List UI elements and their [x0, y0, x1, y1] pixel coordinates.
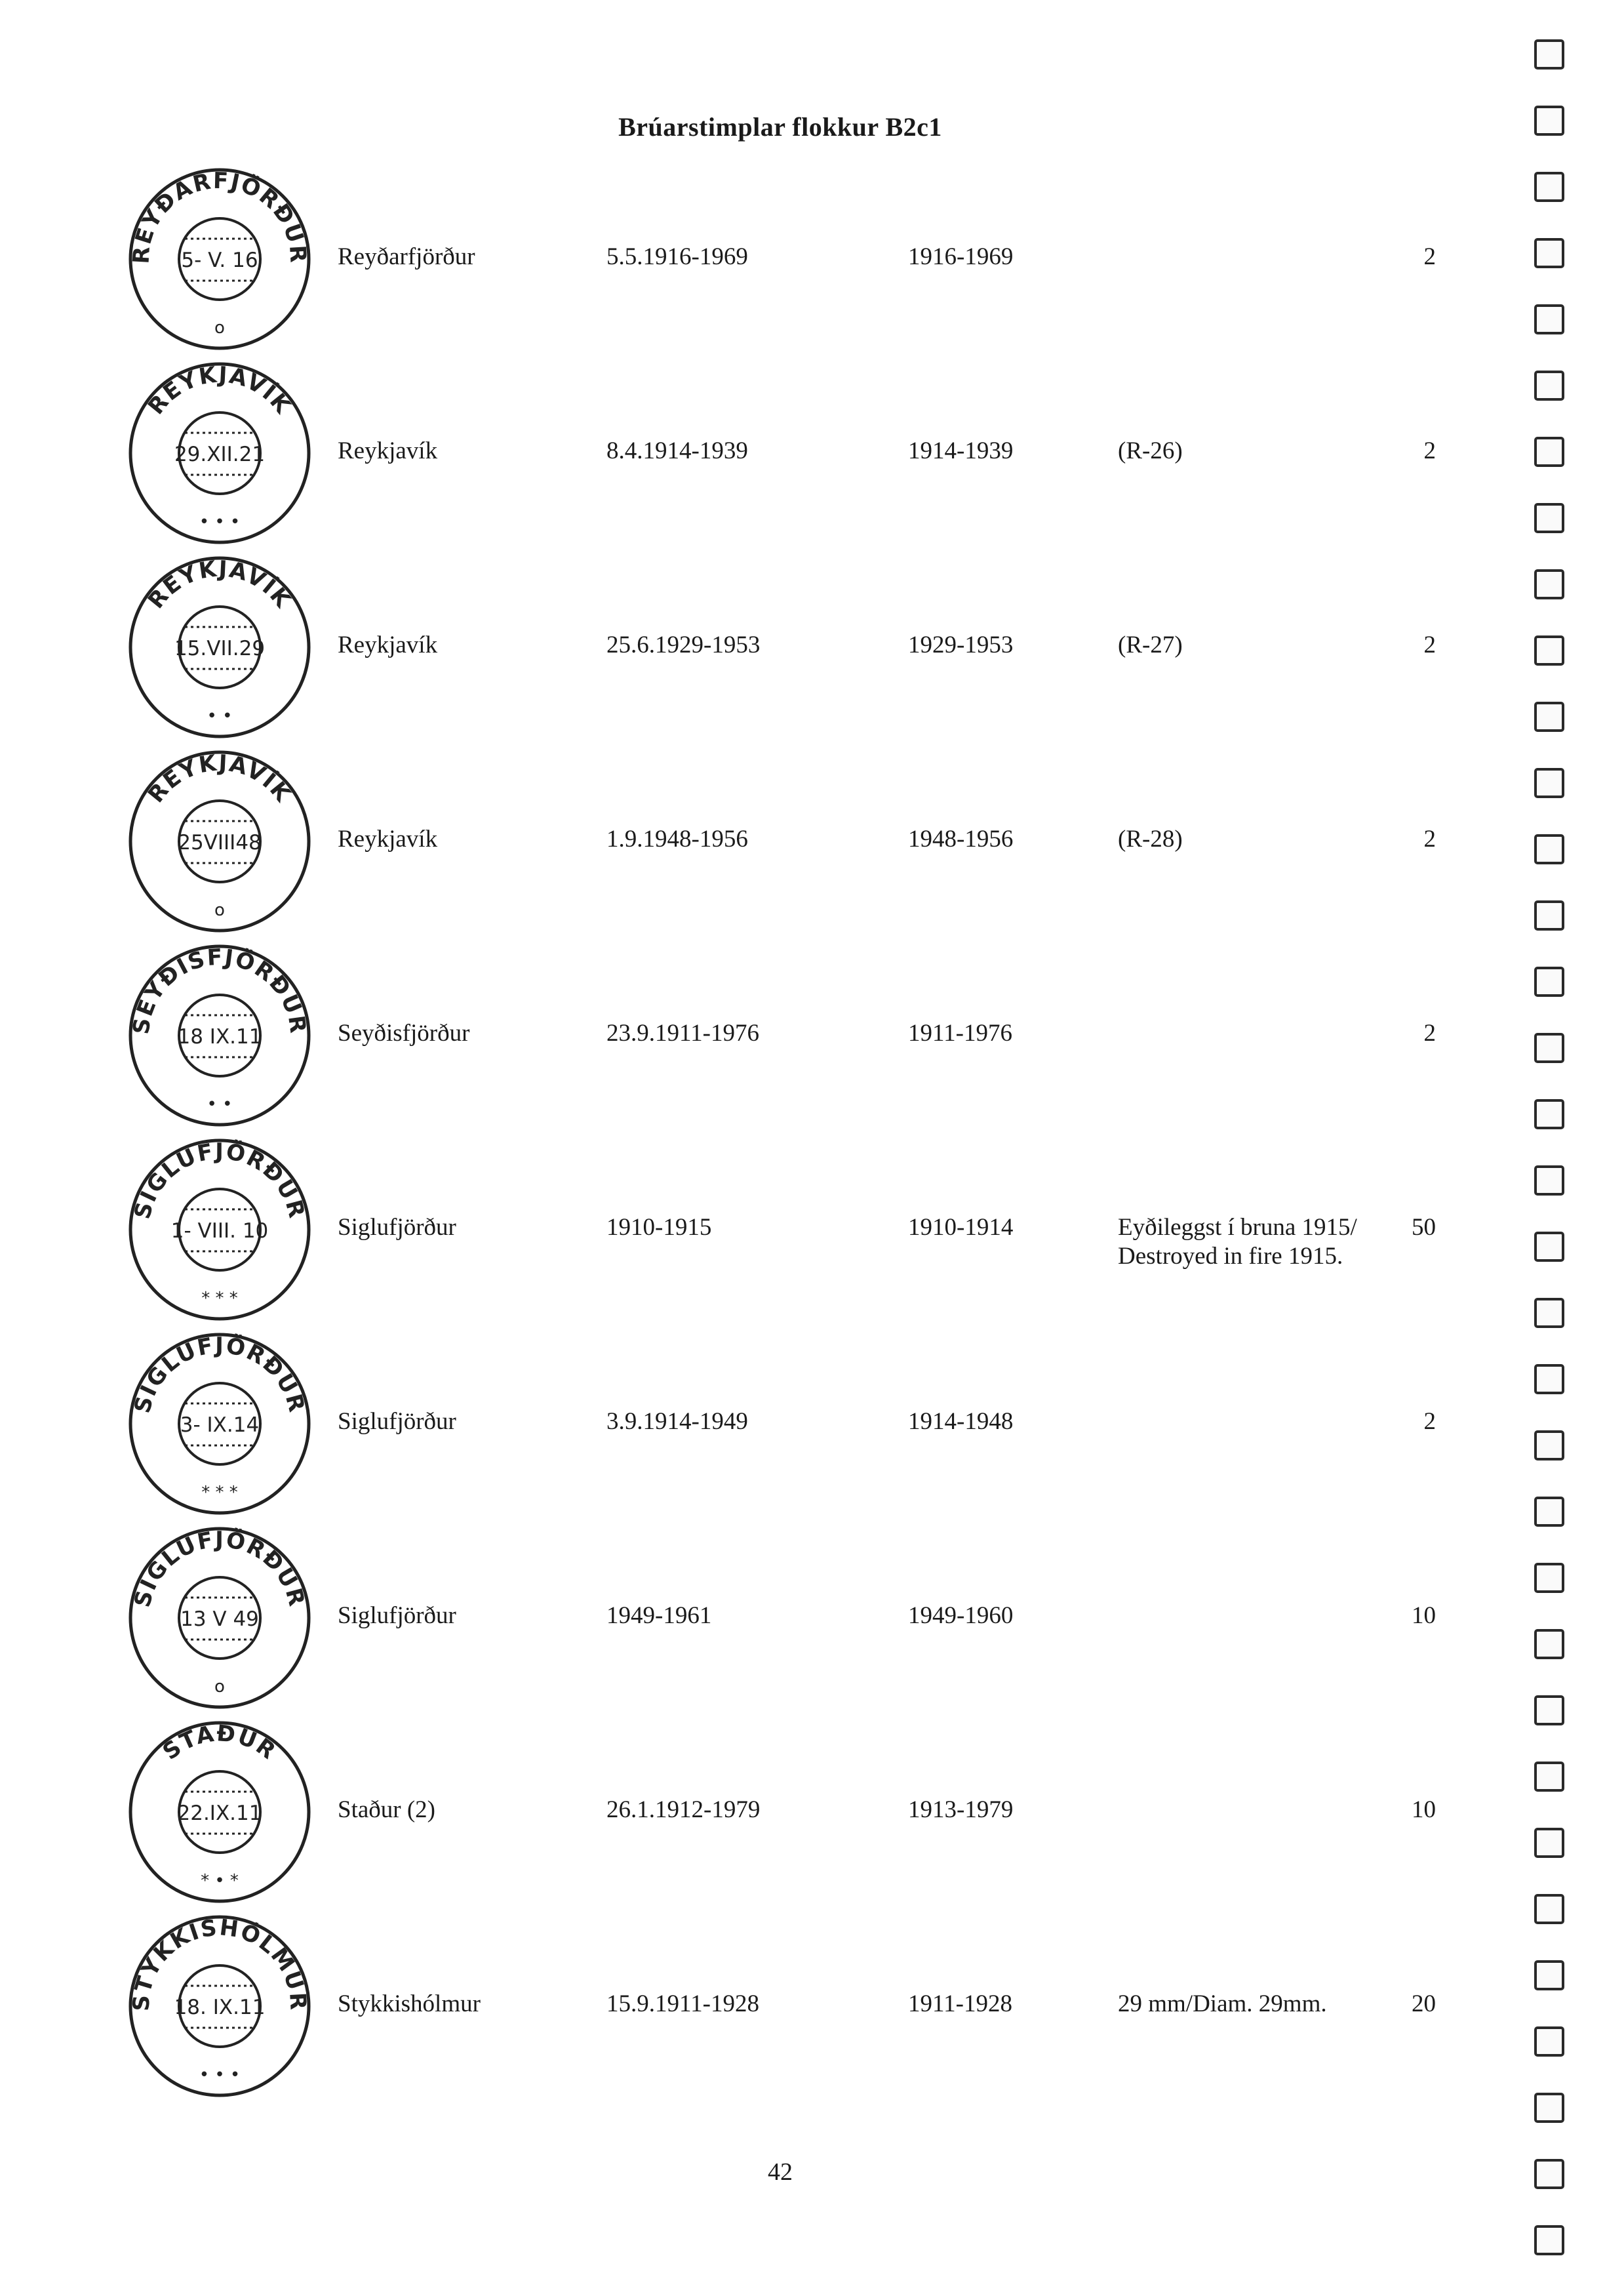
stamp-date-text: 13 V 49	[180, 1607, 259, 1631]
remarks-line-1: (R-28)	[1118, 826, 1183, 853]
binder-hole	[1534, 172, 1564, 202]
binder-hole	[1534, 1828, 1564, 1858]
recorded-usage: 1914-1948	[908, 1408, 1014, 1435]
postmark-stamp-image	[125, 164, 315, 354]
place-name: Reykjavík	[338, 826, 438, 853]
svg-text:SIGLUFJÖRÐUR	[129, 1138, 310, 1222]
stamp-arc-text: REYÐARFJÖRÐUR	[128, 167, 311, 265]
stamp-bottom-ornament: * • *	[201, 1871, 239, 1891]
stamp-bottom-ornament: * * *	[201, 1483, 238, 1502]
binder-hole	[1534, 967, 1564, 997]
remarks-line-2: Destroyed in fire 1915.	[1118, 1243, 1343, 1270]
postmark-stamp-image	[125, 940, 315, 1131]
period-of-use: 15.9.1911-1928	[606, 1990, 759, 2017]
binder-hole	[1534, 1298, 1564, 1328]
stamp-bottom-ornament: o	[214, 900, 225, 920]
rarity-value: 2	[1423, 826, 1436, 853]
page-title: Brúarstimplar flokkur B2c1	[618, 112, 942, 142]
remarks-line-1: 29 mm/Diam. 29mm.	[1118, 1990, 1327, 2017]
binder-hole	[1534, 1033, 1564, 1063]
stamp-date-text: 18 IX.11	[177, 1025, 262, 1049]
remarks-line-1: (R-27)	[1118, 632, 1183, 658]
stamp-date-text: 25VIII48	[178, 831, 262, 855]
recorded-usage: 1948-1956	[908, 826, 1014, 853]
binder-hole	[1534, 834, 1564, 864]
table-row	[0, 1911, 1508, 2101]
stamp-arc-text: STAÐUR	[157, 1720, 281, 1765]
binder-hole	[1534, 1099, 1564, 1129]
postmark-stamp-image	[125, 552, 315, 742]
binder-hole	[1534, 1629, 1564, 1659]
binder-hole	[1534, 1563, 1564, 1593]
place-name: Reykjavík	[338, 437, 438, 464]
recorded-usage: 1911-1928	[908, 1990, 1012, 2017]
binder-hole	[1534, 2026, 1564, 2057]
stamp-bottom-ornament: o	[214, 318, 225, 338]
binder-hole	[1534, 1695, 1564, 1725]
stamp-arc-text: SEYÐISFJÖRÐUR	[128, 944, 311, 1036]
remarks	[1118, 1990, 1327, 2019]
remarks	[1118, 437, 1183, 466]
binder-hole	[1534, 238, 1564, 268]
stamp-date-text: 18. IX.11	[174, 1996, 266, 2019]
binder-hole	[1534, 106, 1564, 136]
page-number: 42	[768, 2158, 793, 2186]
rarity-value: 10	[1412, 1602, 1436, 1629]
binder-hole	[1534, 1762, 1564, 1792]
rarity-value: 2	[1423, 632, 1436, 658]
postmark-stamp-image	[125, 1717, 315, 1907]
stamp-arc-text: REYKJAVÍK	[143, 555, 296, 614]
table-row	[0, 1135, 1508, 1325]
recorded-usage: 1913-1979	[908, 1796, 1014, 1823]
stamp-bottom-ornament: • • •	[199, 2065, 241, 2085]
postmark-stamp-image	[125, 358, 315, 548]
binder-hole	[1534, 900, 1564, 931]
period-of-use: 5.5.1916-1969	[606, 243, 748, 270]
svg-text:SEYÐISFJÖRÐUR	[128, 944, 311, 1036]
rarity-value: 2	[1423, 437, 1436, 464]
postmark-stamp-image	[125, 1911, 315, 2101]
binder-hole	[1534, 569, 1564, 599]
remarks-line-1: Eyðileggst í bruna 1915/	[1118, 1214, 1357, 1241]
stamp-bottom-ornament: • •	[207, 706, 233, 726]
place-name: Staður (2)	[338, 1796, 435, 1823]
recorded-usage: 1916-1969	[908, 243, 1014, 270]
table-row	[0, 1329, 1508, 1519]
table-row	[0, 358, 1508, 548]
place-name: Seyðisfjörður	[338, 1020, 470, 1047]
stamp-bottom-ornament: • •	[207, 1095, 233, 1114]
stamp-arc-text: SIGLUFJÖRÐUR	[129, 1138, 310, 1222]
table-row	[0, 164, 1508, 354]
recorded-usage: 1949-1960	[908, 1602, 1014, 1629]
recorded-usage: 1914-1939	[908, 437, 1014, 464]
table-row	[0, 1523, 1508, 1713]
place-name: Reyðarfjörður	[338, 243, 475, 270]
period-of-use: 26.1.1912-1979	[606, 1796, 761, 1823]
place-name: Siglufjörður	[338, 1214, 456, 1241]
binder-hole	[1534, 304, 1564, 334]
stamp-date-text: 22.IX.11	[177, 1802, 262, 1825]
binder-hole	[1534, 39, 1564, 70]
recorded-usage: 1911-1976	[908, 1020, 1012, 1047]
stamp-arc-text: SIGLUFJÖRÐUR	[129, 1526, 310, 1610]
rarity-value: 10	[1412, 1796, 1436, 1823]
period-of-use: 25.6.1929-1953	[606, 632, 761, 658]
binder-hole	[1534, 768, 1564, 798]
stamp-date-text: 5- V. 16	[181, 249, 258, 272]
binder-hole	[1534, 635, 1564, 666]
binder-hole	[1534, 371, 1564, 401]
binder-hole	[1534, 1232, 1564, 1262]
table-row	[0, 746, 1508, 937]
binder-hole	[1534, 2225, 1564, 2255]
binder-hole	[1534, 503, 1564, 533]
binder-hole	[1534, 1960, 1564, 1990]
rarity-value: 2	[1423, 1020, 1436, 1047]
binder-holes	[1534, 39, 1574, 2282]
recorded-usage: 1929-1953	[908, 632, 1014, 658]
stamp-date-text: 1- VIII. 10	[170, 1219, 269, 1243]
remarks	[1118, 631, 1183, 660]
binder-hole	[1534, 702, 1564, 732]
period-of-use: 8.4.1914-1939	[606, 437, 748, 464]
stamp-arc-text: REYKJAVÍK	[143, 750, 296, 808]
table-row	[0, 940, 1508, 1131]
stamp-bottom-ornament: • • •	[199, 512, 241, 532]
svg-text:SIGLUFJÖRÐUR	[129, 1332, 310, 1416]
svg-text:SIGLUFJÖRÐUR	[129, 1526, 310, 1610]
rarity-value: 2	[1423, 1408, 1436, 1435]
postmark-stamp-image	[125, 746, 315, 937]
stamp-bottom-ornament: o	[214, 1677, 225, 1697]
svg-text:REYKJAVÍK	[143, 555, 296, 613]
postmark-stamp-image	[125, 1523, 315, 1713]
period-of-use: 1.9.1948-1956	[606, 826, 748, 853]
binder-hole	[1534, 2093, 1564, 2123]
stamp-arc-text: STYKKISHÓLMUR	[128, 1914, 311, 2012]
binder-hole	[1534, 1165, 1564, 1196]
place-name: Siglufjörður	[338, 1602, 456, 1629]
binder-hole	[1534, 1364, 1564, 1394]
rarity-value: 20	[1412, 1990, 1436, 2017]
postmark-stamp-image	[125, 1329, 315, 1519]
stamp-date-text: 29.XII.21	[174, 443, 266, 466]
binder-hole	[1534, 1894, 1564, 1924]
period-of-use: 1949-1961	[606, 1602, 712, 1629]
rarity-value: 2	[1423, 243, 1436, 270]
rarity-value: 50	[1412, 1214, 1436, 1241]
place-name: Stykkishólmur	[338, 1990, 481, 2017]
stamp-date-text: 15.VII.29	[174, 637, 266, 660]
svg-text:STAÐUR	[158, 1720, 281, 1765]
postmark-stamp-image	[125, 1135, 315, 1325]
table-row	[0, 552, 1508, 742]
binder-hole	[1534, 437, 1564, 467]
stamp-date-text: 3- IX.14	[180, 1413, 260, 1437]
binder-hole	[1534, 1497, 1564, 1527]
place-name: Siglufjörður	[338, 1408, 456, 1435]
period-of-use: 23.9.1911-1976	[606, 1020, 759, 1047]
svg-text:REYKJAVÍK	[143, 750, 296, 807]
period-of-use: 1910-1915	[606, 1214, 712, 1241]
stamp-bottom-ornament: * * *	[201, 1289, 238, 1308]
table-row	[0, 1717, 1508, 1907]
remarks-line-1: (R-26)	[1118, 437, 1183, 464]
stamp-arc-text: SIGLUFJÖRÐUR	[129, 1332, 310, 1416]
recorded-usage: 1910-1914	[908, 1214, 1014, 1241]
binder-hole	[1534, 2159, 1564, 2189]
stamp-arc-text: REYKJAVÍK	[143, 361, 296, 420]
place-name: Reykjavík	[338, 632, 438, 658]
remarks	[1118, 1213, 1357, 1271]
svg-text:REYKJAVÍK	[143, 361, 296, 419]
remarks	[1118, 825, 1183, 854]
period-of-use: 3.9.1914-1949	[606, 1408, 748, 1435]
binder-hole	[1534, 1430, 1564, 1460]
